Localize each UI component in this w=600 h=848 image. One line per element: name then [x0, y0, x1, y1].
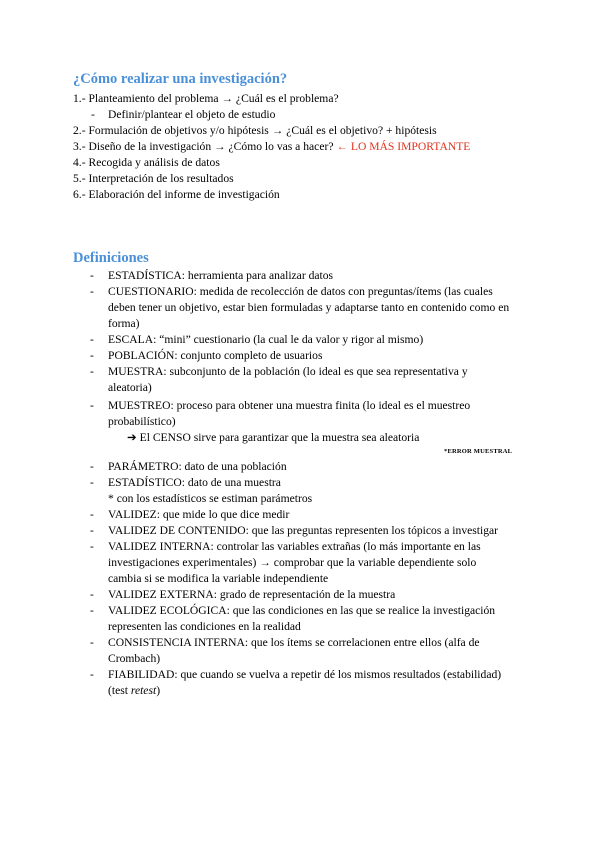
def-consistencia-line1: CONSISTENCIA INTERNA: que los ítems se correlacionen entre ellos (alfa de [108, 636, 480, 649]
bullet-dash: - [90, 476, 94, 489]
def-cuestionario-line3: forma) [108, 317, 140, 330]
bullet-dash: - [90, 604, 94, 617]
bullet-dash: - [90, 365, 94, 378]
bullet-dash: - [90, 269, 94, 282]
step-2: 2.- Formulación de objetivos y/o hipótesis → ¿Cuál es el objetivo? + hipótesis [73, 124, 437, 137]
step-5: 5.- Interpretación de los resultados [73, 172, 234, 185]
step-1: 1.- Planteamiento del problema → ¿Cuál es el problema? [73, 92, 339, 105]
param-note: * con los estadísticos se estiman parámetros [108, 492, 313, 505]
def-validez-contenido: VALIDEZ DE CONTENIDO: que las preguntas representen los tópicos a investigar [108, 524, 499, 537]
bullet-dash: - [90, 399, 94, 412]
def-validez: VALIDEZ: que mide lo que dice medir [108, 508, 290, 521]
step-6: 6.- Elaboración del informe de investigación [73, 188, 280, 201]
bullet-dash: - [90, 460, 94, 473]
step-4: 4.- Recogida y análisis de datos [73, 156, 220, 169]
def-parametro: PARÁMETRO: dato de una población [108, 460, 287, 473]
def-validez-interna-line3: cambia si se modifica la variable independiente [108, 572, 329, 585]
arrow-icon: ➔ [127, 431, 137, 444]
def-fiabilidad-line2: (test retest) [108, 684, 161, 697]
step-sub-dash: - [91, 108, 95, 121]
def-validez-ecologica-line2: representen las condiciones en la realidad [108, 620, 301, 633]
bullet-dash: - [90, 636, 94, 649]
bullet-dash: - [90, 588, 94, 601]
step-3: 3.- Diseño de la investigación → ¿Cómo lo vas a hacer? ← LO MÁS IMPORTANTE [73, 140, 471, 153]
def-estadistica: ESTADÍSTICA: herramienta para analizar datos [108, 269, 334, 282]
bullet-dash: - [90, 333, 94, 346]
bullet-dash: - [90, 668, 94, 681]
def-cuestionario-line1: CUESTIONARIO: medida de recolección de datos con preguntas/ítems (las cuales [108, 285, 493, 298]
section-title-definiciones: Definiciones [73, 250, 149, 266]
def-estadistico: ESTADÍSTICO: dato de una muestra [108, 476, 281, 489]
bullet-dash: - [90, 349, 94, 362]
def-fiabilidad-line1: FIABILIDAD: que cuando se vuelva a repetir dé los mismos resultados (estabilidad) [108, 668, 502, 681]
def-validez-interna-line2: investigaciones experimentales) → comprobar que la variable dependiente solo [108, 556, 477, 569]
step-1-sub: Definir/plantear el objeto de estudio [108, 108, 276, 121]
bullet-dash: - [90, 540, 94, 553]
def-muestra-line1: MUESTRA: subconjunto de la población (lo ideal es que sea representativa y [108, 365, 468, 378]
def-cuestionario-line2: deben tener un objetivo, estar bien formuladas y adaptarse tanto en contenido como en [108, 301, 510, 314]
important-highlight: ← LO MÁS IMPORTANTE [336, 140, 471, 153]
bullet-dash: - [90, 508, 94, 521]
error-muestral-note: *ERROR MUESTRAL [444, 448, 513, 455]
section-title-investigacion: ¿Cómo realizar una investigación? [73, 71, 288, 87]
def-validez-interna-line1: VALIDEZ INTERNA: controlar las variables extrañas (lo más importante en las [108, 540, 481, 553]
def-validez-ecologica-line1: VALIDEZ ECOLÓGICA: que las condiciones en las que se realice la investigación [108, 604, 496, 617]
bullet-dash: - [90, 285, 94, 298]
def-consistencia-line2: Crombach) [108, 652, 161, 665]
def-poblacion: POBLACIÓN: conjunto completo de usuarios [108, 349, 323, 362]
def-validez-externa: VALIDEZ EXTERNA: grado de representación de la muestra [108, 588, 396, 601]
def-escala: ESCALA: “mini” cuestionario (la cual le da valor y rigor al mismo) [108, 333, 424, 346]
def-muestreo-line1: MUESTREO: proceso para obtener una muestra finita (lo ideal es el muestreo [108, 399, 471, 412]
censo-note: ➔ El CENSO sirve para garantizar que la muestra sea aleatoria [127, 431, 420, 444]
bullet-dash: - [90, 524, 94, 537]
def-muestra-line2: aleatoria) [108, 381, 152, 394]
def-muestreo-line2: probabilístico) [108, 415, 176, 428]
